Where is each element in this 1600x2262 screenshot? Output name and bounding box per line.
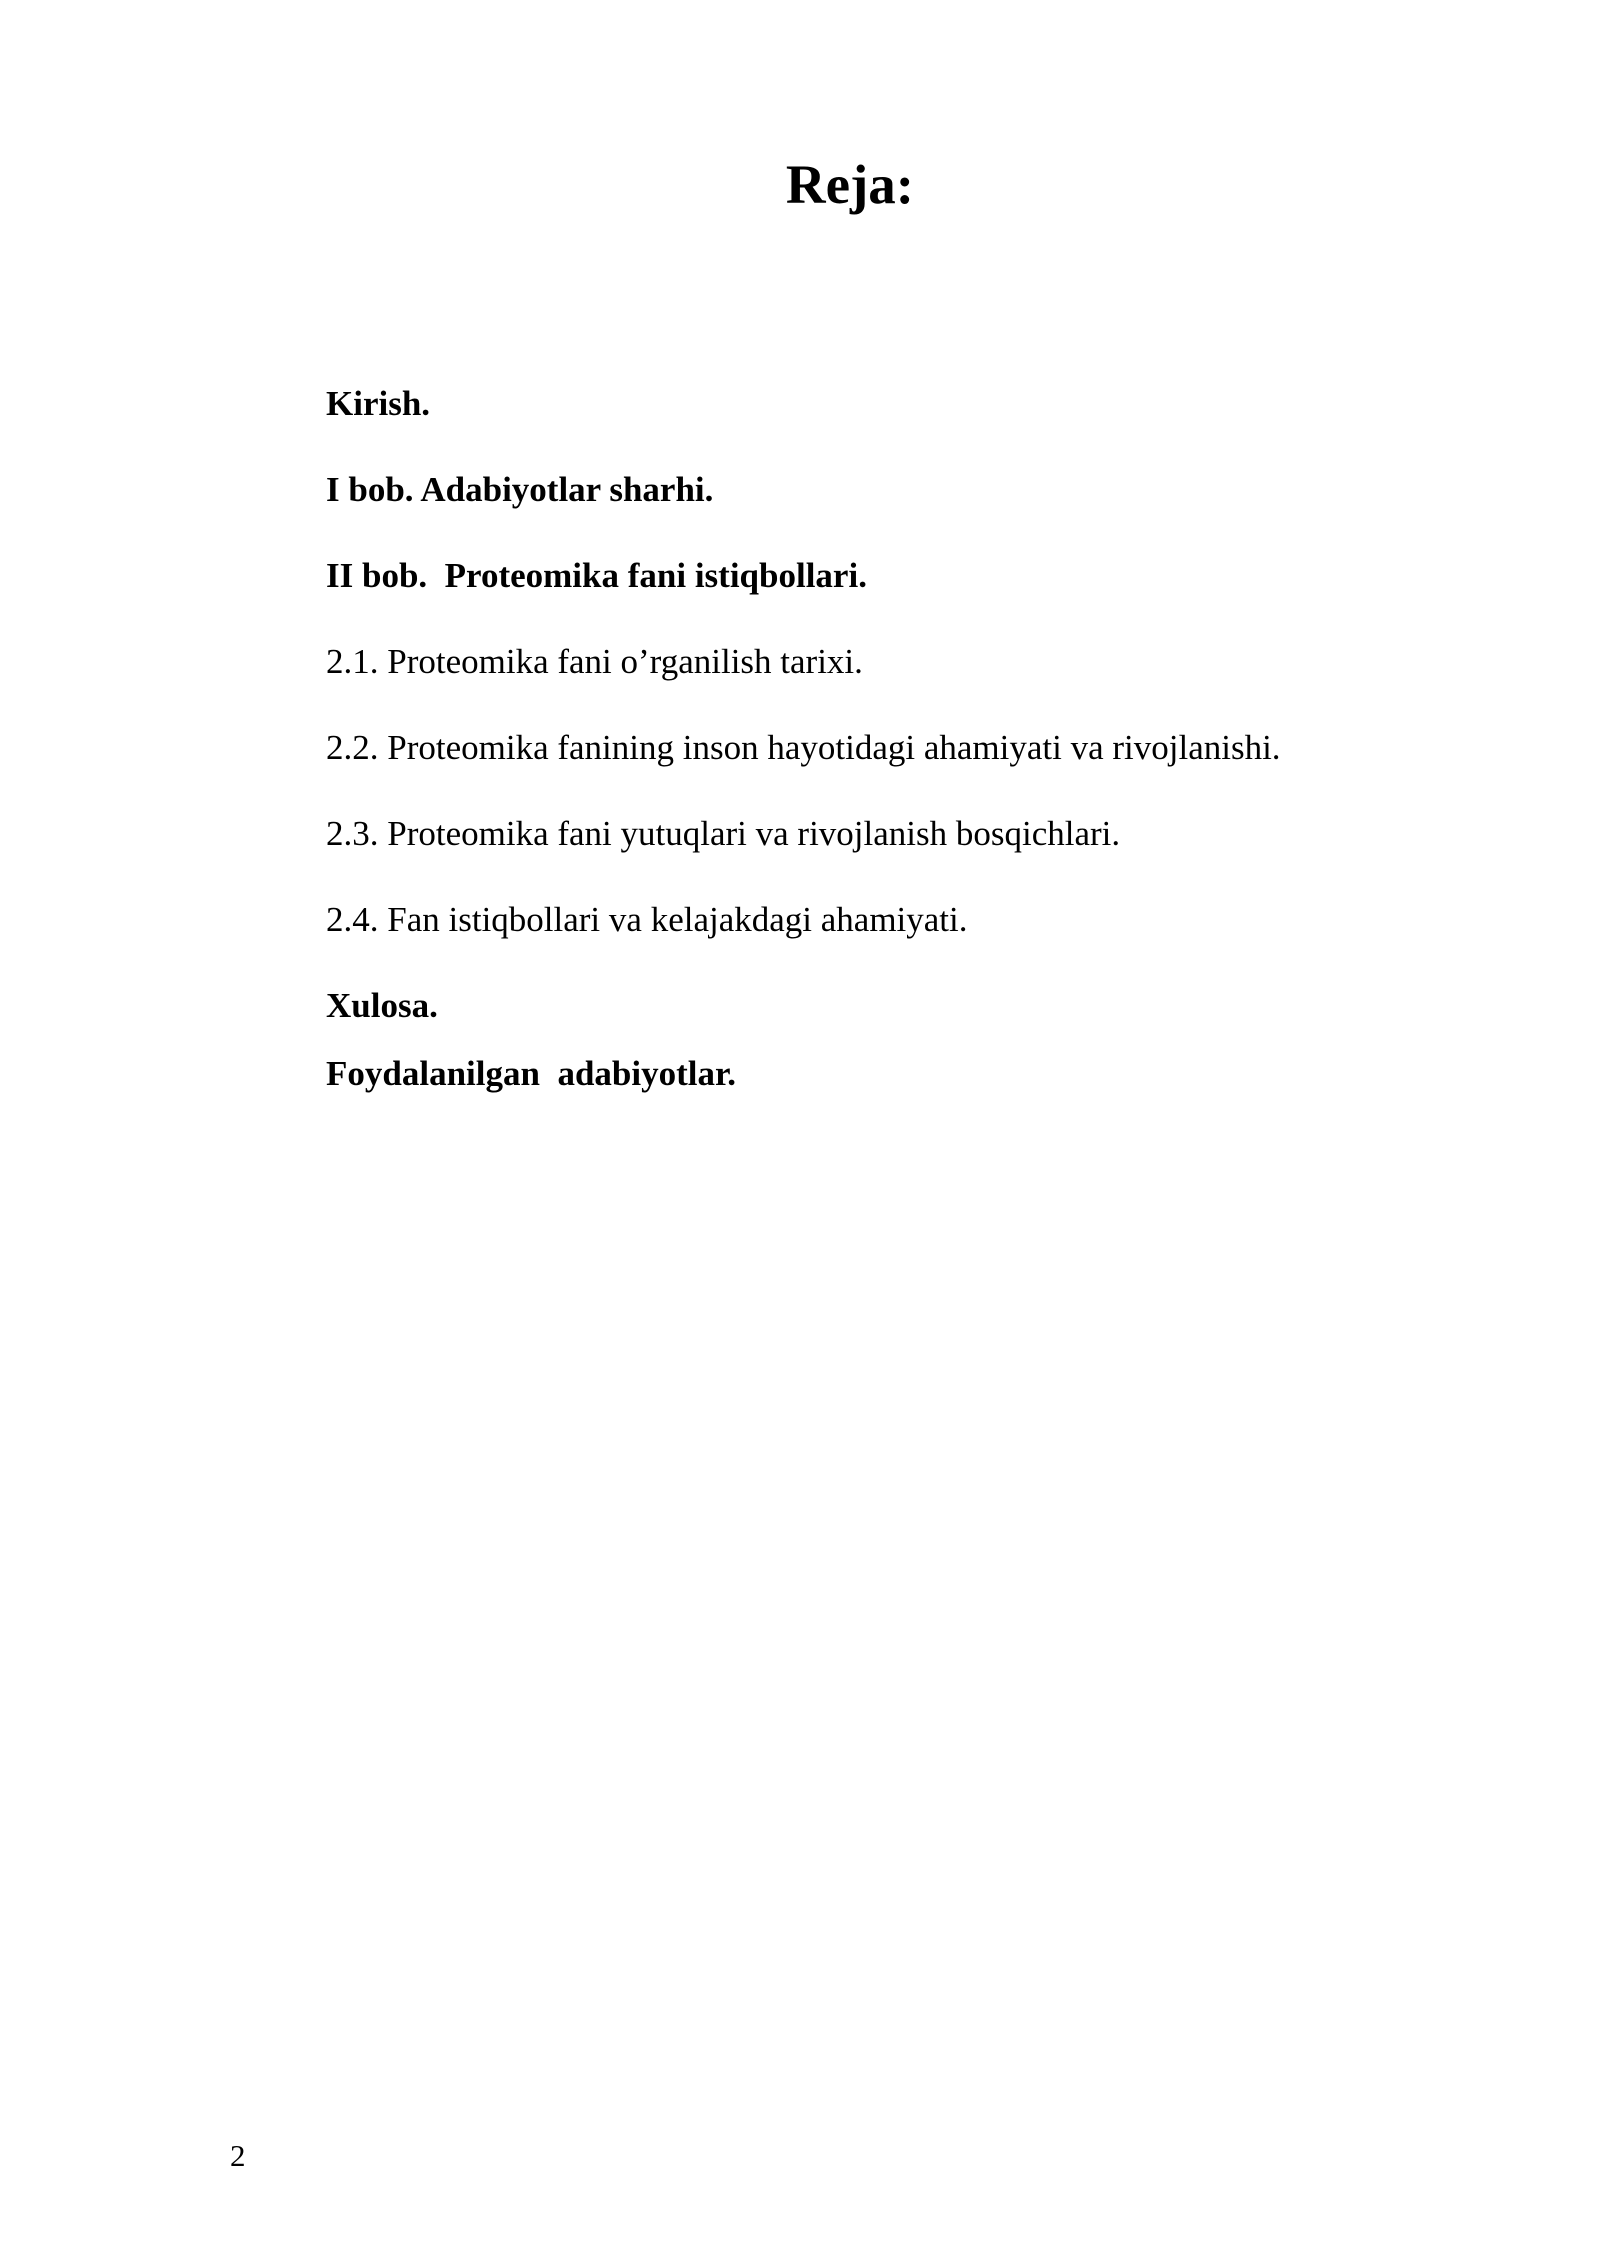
outline-item-2-4: 2.4. Fan istiqbollari va kelajakdagi ahamiyati. [326, 900, 968, 939]
outline-item-chapter-2: II bob. Proteomika fani istiqbollari. [326, 556, 867, 595]
outline-list [326, 378, 1486, 1100]
outline-item-references: Foydalanilgan adabiyotlar. [326, 1054, 737, 1093]
outline-item-chapter-1: I bob. Adabiyotlar sharhi. [326, 470, 714, 509]
outline-item-2-2: 2.2. Proteomika fanining inson hayotidagi ahamiyati va rivojlanishi. [326, 728, 1281, 767]
outline-item-2-1: 2.1. Proteomika fani o’rganilish tarixi. [326, 642, 863, 681]
outline-item-2-3: 2.3. Proteomika fani yutuqlari va rivojlanish bosqichlari. [326, 814, 1121, 853]
outline-item-xulosa: Xulosa. [326, 986, 438, 1025]
page-title: Reja: [785, 154, 915, 215]
page-number: 2 [230, 2138, 246, 2173]
outline-item-kirish: Kirish. [326, 384, 431, 423]
